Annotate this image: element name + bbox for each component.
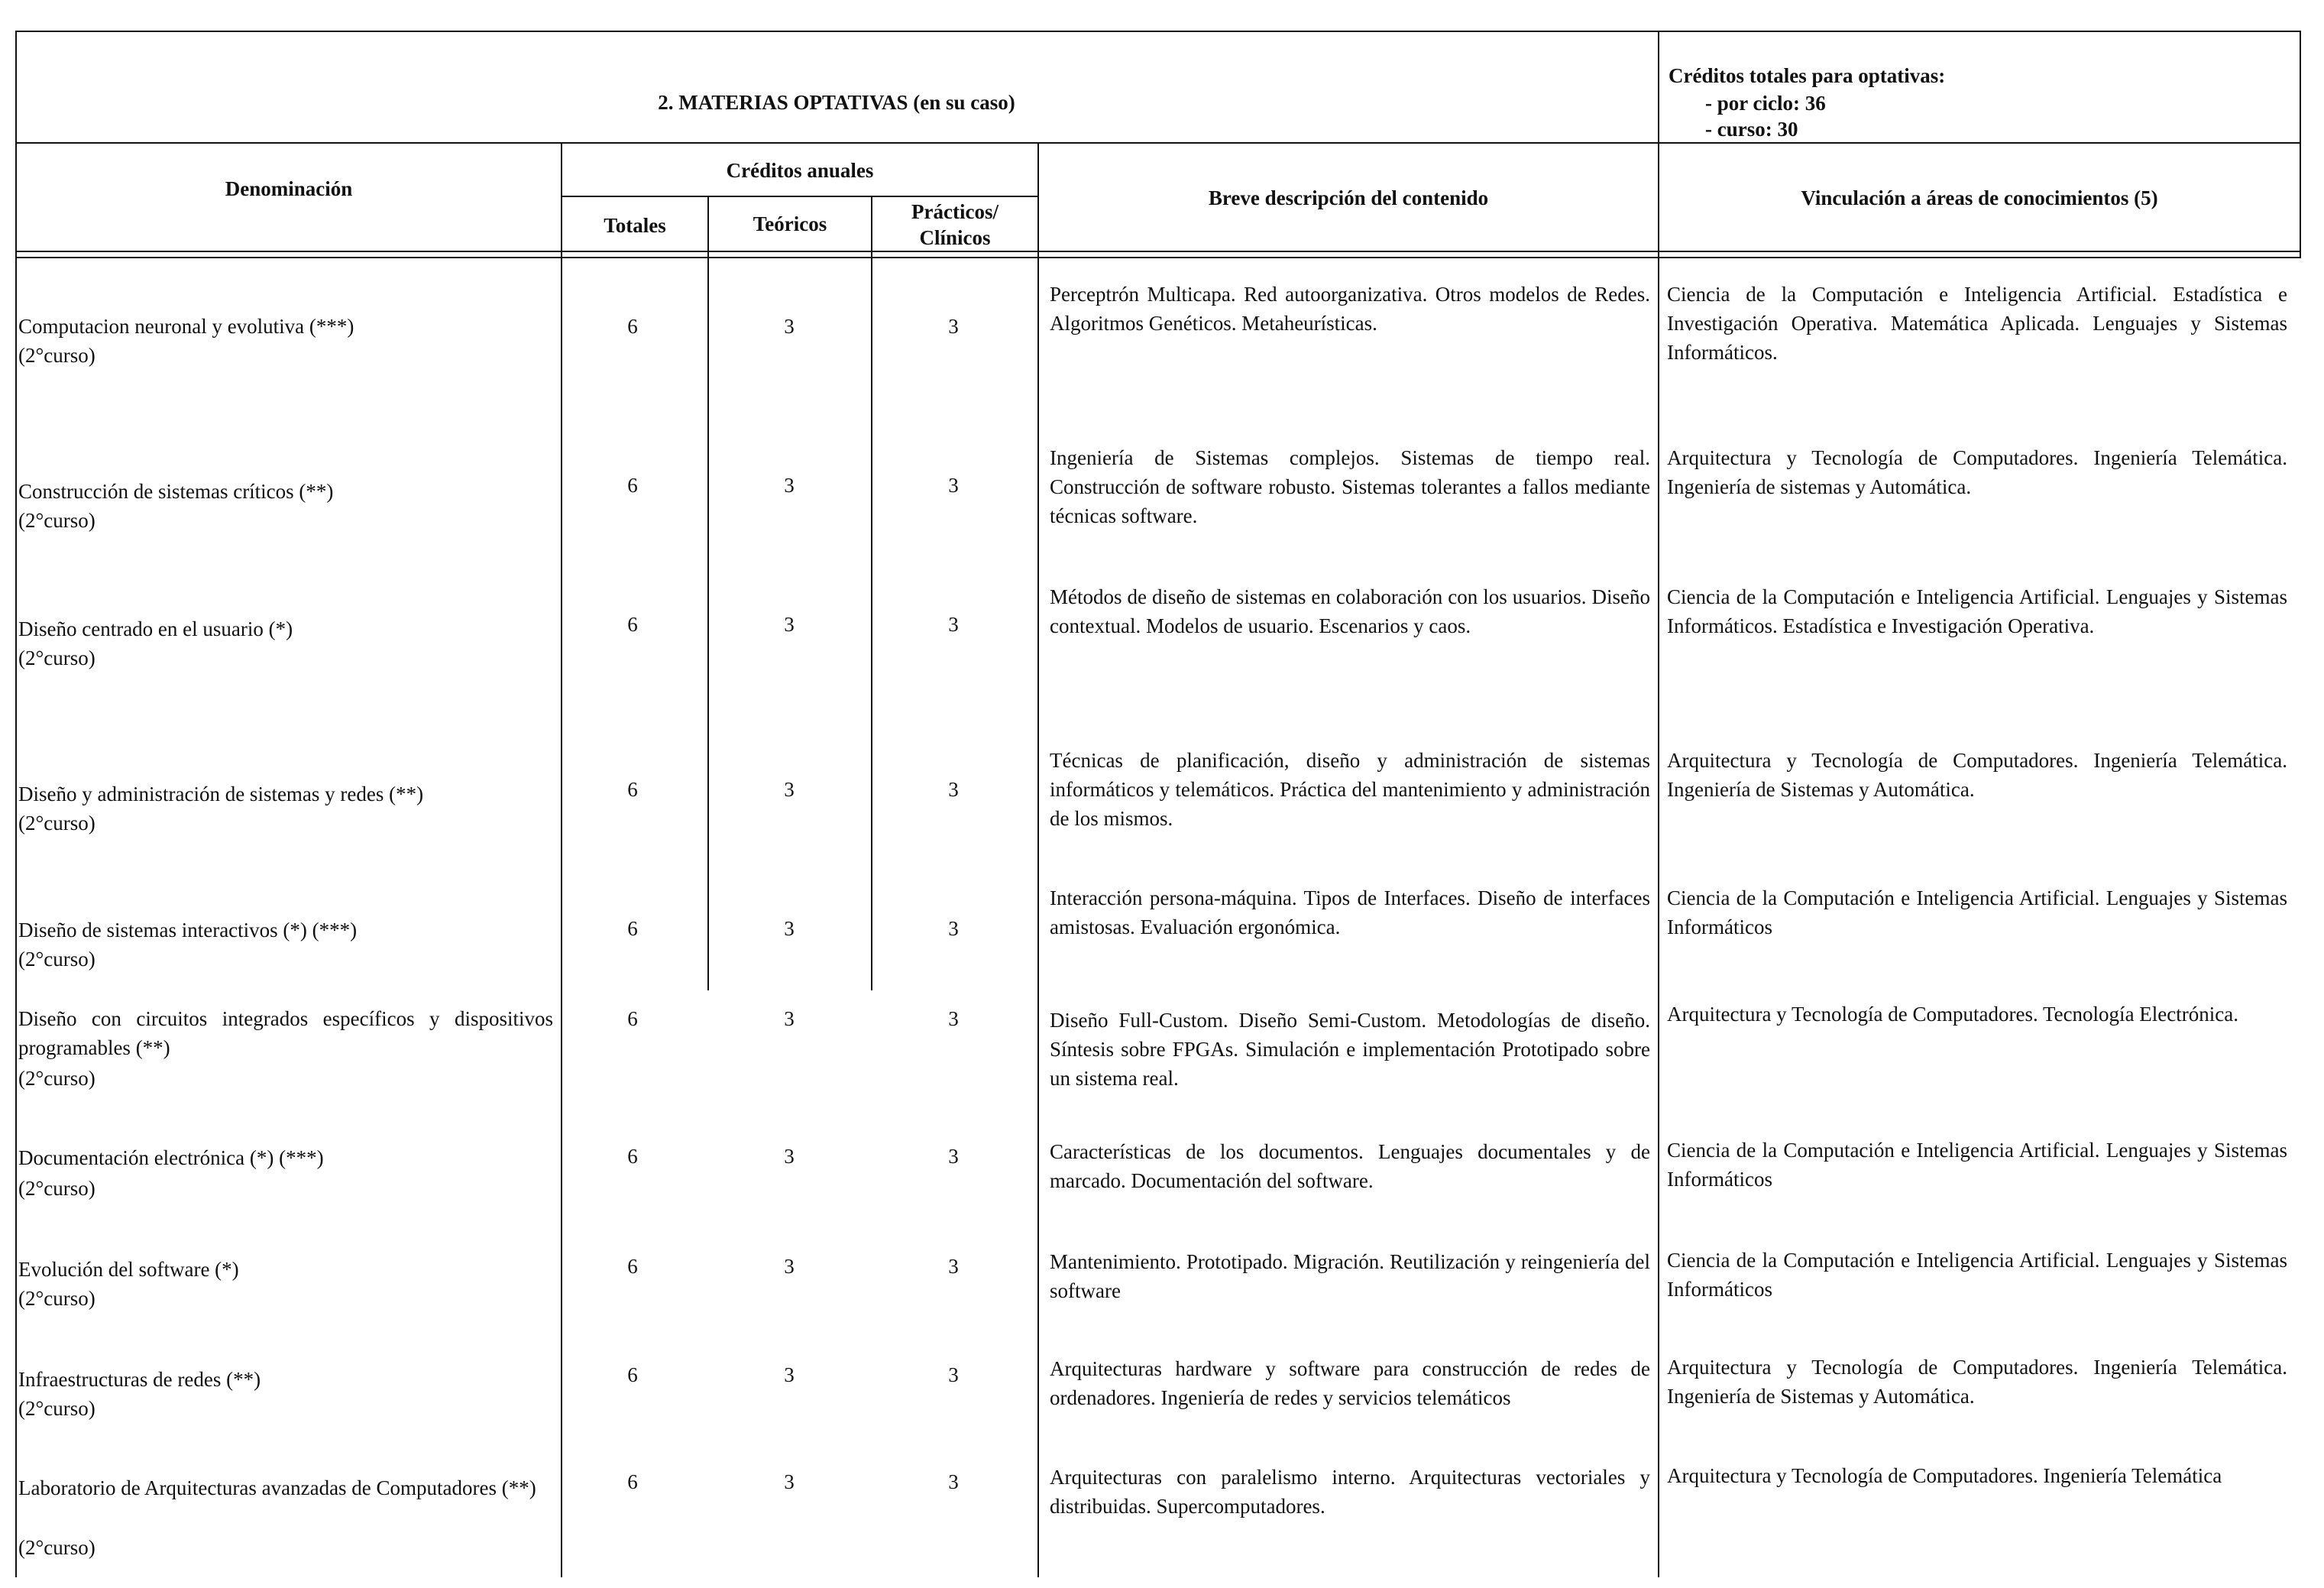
credits-theoretical: 3 bbox=[784, 613, 795, 636]
subject-name: Diseño de sistemas interactivos (*) (***) bbox=[18, 919, 358, 941]
credits-practical: 3 bbox=[948, 917, 959, 940]
header-bottom-border bbox=[15, 251, 2301, 252]
content-description: Métodos de diseño de sistemas en colaboración con los usuarios. Diseño contextual. Modelos de usuario. Escenarios y caos. bbox=[1050, 585, 1650, 637]
column-header-description: Breve descripción del contenido bbox=[1208, 186, 1489, 209]
subject-name: Evolución del software (*) bbox=[18, 1258, 239, 1281]
subject-course: (2°curso) bbox=[18, 1067, 95, 1090]
credits-practical: 3 bbox=[948, 1255, 959, 1278]
credits-per-course: - curso: 30 bbox=[1705, 118, 1798, 141]
subject-course: (2°curso) bbox=[18, 812, 95, 835]
credits-totals: 6 bbox=[627, 613, 638, 636]
subject-name: Construcción de sistemas críticos (**) bbox=[18, 480, 334, 503]
content-description: Arquitecturas con paralelismo interno. Arquitecturas vectoriales y distribuidas. Supercomputadores. bbox=[1050, 1466, 1650, 1518]
table-left-border bbox=[15, 31, 17, 1577]
subject-course: (2°curso) bbox=[18, 344, 95, 367]
credits-theoretical: 3 bbox=[784, 1470, 795, 1493]
content-description: Arquitecturas hardware y software para construcción de redes de ordenadores. Ingeniería de redes y servicios telemáticos bbox=[1050, 1357, 1650, 1409]
subject-name: Infraestructuras de redes (**) bbox=[18, 1368, 261, 1391]
subject-course: (2°curso) bbox=[18, 1536, 95, 1559]
column-header-theoretical: Teóricos bbox=[753, 212, 827, 235]
column-header-practical: Prácticos/ bbox=[911, 200, 999, 223]
knowledge-areas: Arquitectura y Tecnología de Computadores. Tecnología Electrónica. bbox=[1667, 1003, 2238, 1026]
column-divider-description bbox=[1658, 31, 1659, 1577]
column-divider-name bbox=[561, 142, 562, 1577]
knowledge-areas: Ciencia de la Computación e Inteligencia Artificial. Estadística e Investigación Operativa. Matemática Aplicada. Lenguajes y Sistemas Informáticos. bbox=[1667, 283, 2287, 364]
credits-theoretical: 3 bbox=[784, 1007, 795, 1030]
knowledge-areas: Arquitectura y Tecnología de Computadores. Ingeniería Telemática. Ingeniería de Sistemas y Automática. bbox=[1667, 1356, 2287, 1408]
subject-name: Computacion neuronal y evolutiva (***) bbox=[18, 315, 354, 338]
column-header-denomination: Denominación bbox=[225, 177, 353, 200]
credits-theoretical: 3 bbox=[784, 1363, 795, 1386]
knowledge-areas: Arquitectura y Tecnología de Computadores. Ingeniería Telemática bbox=[1667, 1464, 2222, 1487]
credits-totals: 6 bbox=[627, 778, 638, 801]
column-divider-practical bbox=[1037, 142, 1039, 1577]
header-bottom-border-2 bbox=[15, 257, 2301, 258]
knowledge-areas: Ciencia de la Computación e Inteligencia Artificial. Lenguajes y Sistemas Informáticos. Estadística e Investigación Operativa. bbox=[1667, 585, 2287, 637]
credits-practical: 3 bbox=[948, 1470, 959, 1493]
credits-totals: 6 bbox=[627, 474, 638, 497]
content-description: Diseño Full-Custom. Diseño Semi-Custom. Metodologías de diseño. Síntesis sobre FPGAs. Simulación e implementación Prototipado sobre un sistema real. bbox=[1050, 1009, 1650, 1090]
column-divider-theoretical bbox=[871, 196, 872, 990]
credits-totals: 6 bbox=[627, 1007, 638, 1030]
credits-practical: 3 bbox=[948, 315, 959, 338]
knowledge-areas: Arquitectura y Tecnología de Computadores. Ingeniería Telemática. Ingeniería de sistemas y Automática. bbox=[1667, 446, 2287, 498]
column-header-annual-credits: Créditos anuales bbox=[726, 159, 874, 182]
subject-name: Laboratorio de Arquitecturas avanzadas de Computadores (**) bbox=[18, 1476, 536, 1499]
credits-practical: 3 bbox=[948, 613, 959, 636]
content-description: Perceptrón Multicapa. Red autoorganizativa. Otros modelos de Redes. Algoritmos Genéticos. Metaheurísticas. bbox=[1050, 283, 1650, 335]
credits-theoretical: 3 bbox=[784, 315, 795, 338]
subject-course: (2°curso) bbox=[18, 948, 95, 971]
subject-name: Diseño y administración de sistemas y redes (**) bbox=[18, 783, 424, 805]
credits-theoretical: 3 bbox=[784, 1255, 795, 1278]
content-description: Características de los documentos. Lenguajes documentales y de marcado. Documentación del software. bbox=[1050, 1140, 1650, 1192]
credits-heading: Créditos totales para optativas: bbox=[1669, 64, 1946, 87]
credits-totals: 6 bbox=[627, 1255, 638, 1278]
title-row-bottom-border bbox=[15, 142, 2301, 144]
section-title: 2. MATERIAS OPTATIVAS (en su caso) bbox=[658, 91, 1015, 114]
content-description: Técnicas de planificación, diseño y administración de sistemas informáticos y telemáticos. Práctica del mantenimiento y administración de los mismos. bbox=[1050, 749, 1650, 830]
credits-practical: 3 bbox=[948, 474, 959, 497]
credits-per-cycle: - por ciclo: 36 bbox=[1705, 92, 1826, 115]
knowledge-areas: Arquitectura y Tecnología de Computadores. Ingeniería Telemática. Ingeniería de Sistemas y Automática. bbox=[1667, 749, 2287, 801]
knowledge-areas: Ciencia de la Computación e Inteligencia Artificial. Lenguajes y Sistemas Informáticos bbox=[1667, 886, 2287, 938]
content-description: Mantenimiento. Prototipado. Migración. Reutilización y reingeniería del software bbox=[1050, 1250, 1650, 1302]
credits-practical: 3 bbox=[948, 778, 959, 801]
table-top-border bbox=[15, 31, 2301, 32]
subject-course: (2°curso) bbox=[18, 509, 95, 532]
credits-theoretical: 3 bbox=[784, 474, 795, 497]
column-divider-totals bbox=[707, 196, 709, 990]
subject-name: Diseño centrado en el usuario (*) bbox=[18, 617, 293, 640]
knowledge-areas: Ciencia de la Computación e Inteligencia Artificial. Lenguajes y Sistemas Informáticos bbox=[1667, 1139, 2287, 1191]
credits-theoretical: 3 bbox=[784, 917, 795, 940]
credits-totals: 6 bbox=[627, 1470, 638, 1493]
knowledge-areas: Ciencia de la Computación e Inteligencia Artificial. Lenguajes y Sistemas Informáticos bbox=[1667, 1249, 2287, 1301]
column-header-areas: Vinculación a áreas de conocimientos (5) bbox=[1801, 186, 2158, 209]
credits-totals: 6 bbox=[627, 917, 638, 940]
column-header-clinical: Clínicos bbox=[919, 226, 991, 249]
credits-practical: 3 bbox=[948, 1363, 959, 1386]
subject-course: (2°curso) bbox=[18, 1177, 95, 1200]
column-header-totals: Totales bbox=[604, 214, 666, 237]
subject-course: (2°curso) bbox=[18, 647, 95, 669]
subject-course: (2°curso) bbox=[18, 1287, 95, 1310]
credits-theoretical: 3 bbox=[784, 1145, 795, 1168]
subject-name: Documentación electrónica (*) (***) bbox=[18, 1146, 324, 1169]
credits-totals: 6 bbox=[627, 1363, 638, 1386]
credits-totals: 6 bbox=[627, 315, 638, 338]
subject-name: Diseño con circuitos integrados específicos y dispositivos programables (**) bbox=[18, 1007, 553, 1059]
subject-course: (2°curso) bbox=[18, 1397, 95, 1420]
content-description: Ingeniería de Sistemas complejos. Sistemas de tiempo real. Construcción de software robusto. Sistemas tolerantes a fallos mediante técnicas software. bbox=[1050, 446, 1650, 527]
credits-practical: 3 bbox=[948, 1145, 959, 1168]
content-description: Interacción persona-máquina. Tipos de Interfaces. Diseño de interfaces amistosas. Evaluación ergonómica. bbox=[1050, 886, 1650, 938]
credits-practical: 3 bbox=[948, 1007, 959, 1030]
credits-totals: 6 bbox=[627, 1145, 638, 1168]
credits-theoretical: 3 bbox=[784, 778, 795, 801]
table-right-border bbox=[2300, 31, 2301, 257]
